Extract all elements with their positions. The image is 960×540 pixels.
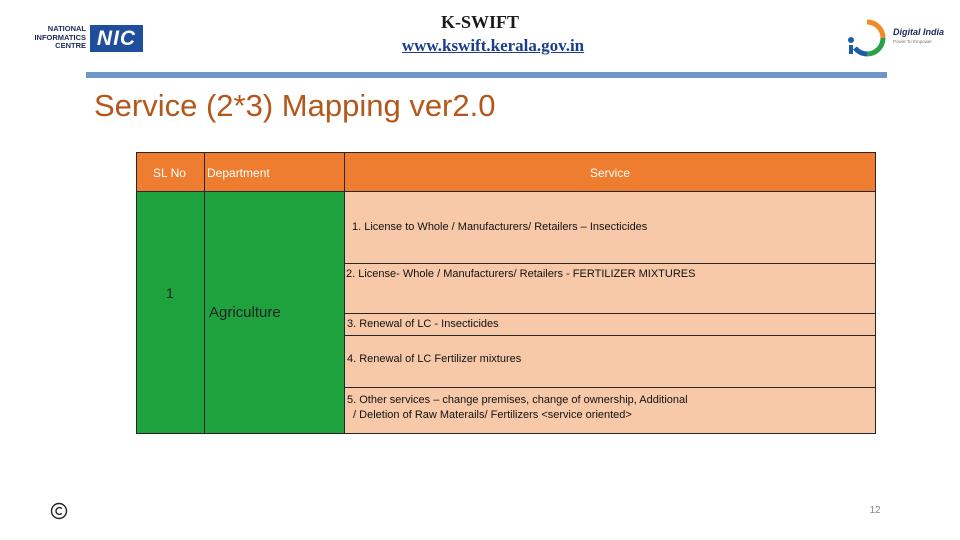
service-text-5-line-2: / Deletion of Raw Materails/ Fertilizers <service oriented>	[350, 409, 632, 421]
slide-title: Service (2*3) Mapping ver2.0	[94, 88, 496, 123]
header-title: K-SWIFT	[440, 12, 519, 32]
header-department-label: Department	[207, 166, 270, 180]
service-cell-2	[344, 263, 876, 314]
service-cell-1	[344, 191, 876, 264]
service-mapping-table	[136, 152, 876, 434]
page-number: 12	[869, 505, 881, 516]
header-divider	[86, 72, 887, 78]
nic-logo-mark: NIC	[90, 25, 143, 52]
service-text-1: 1. License to Whole / Manufacturers/ Retailers – Insecticides	[352, 221, 648, 233]
sl-no-cell	[136, 191, 205, 434]
digital-india-icon	[843, 18, 891, 58]
digital-india-logo	[843, 18, 943, 58]
nic-line-1: NATIONAL	[47, 24, 86, 33]
service-cell-3	[344, 313, 876, 336]
service-text-5-line-1: 5. Other services – change premises, change of ownership, Additional	[347, 394, 688, 406]
department-value: Agriculture	[209, 304, 281, 321]
digital-india-tagline: Power To Empower	[893, 39, 932, 44]
service-text-3: 3. Renewal of LC - Insecticides	[347, 318, 499, 330]
service-cell-4	[344, 335, 876, 388]
service-text-4: 4. Renewal of LC Fertilizer mixtures	[347, 353, 522, 365]
header-cell-service	[344, 152, 876, 192]
header-sl-no-label: SL No	[153, 166, 186, 180]
header-url-link[interactable]: www.kswift.kerala.gov.in	[401, 36, 585, 55]
service-cell-5	[344, 387, 876, 434]
service-text-2: 2. License- Whole / Manufacturers/ Retailers - FERTILIZER MIXTURES	[346, 268, 696, 280]
copyright-icon	[50, 502, 68, 520]
nic-line-2: INFORMATICS	[34, 32, 86, 42]
nic-line-3: CENTRE	[55, 41, 86, 50]
sl-no-value: 1	[166, 285, 174, 301]
header-cell-sl-no	[136, 152, 205, 192]
digital-india-name: Digital India	[893, 27, 945, 37]
header-service-label: Service	[589, 166, 630, 180]
header-cell-department	[204, 152, 345, 192]
